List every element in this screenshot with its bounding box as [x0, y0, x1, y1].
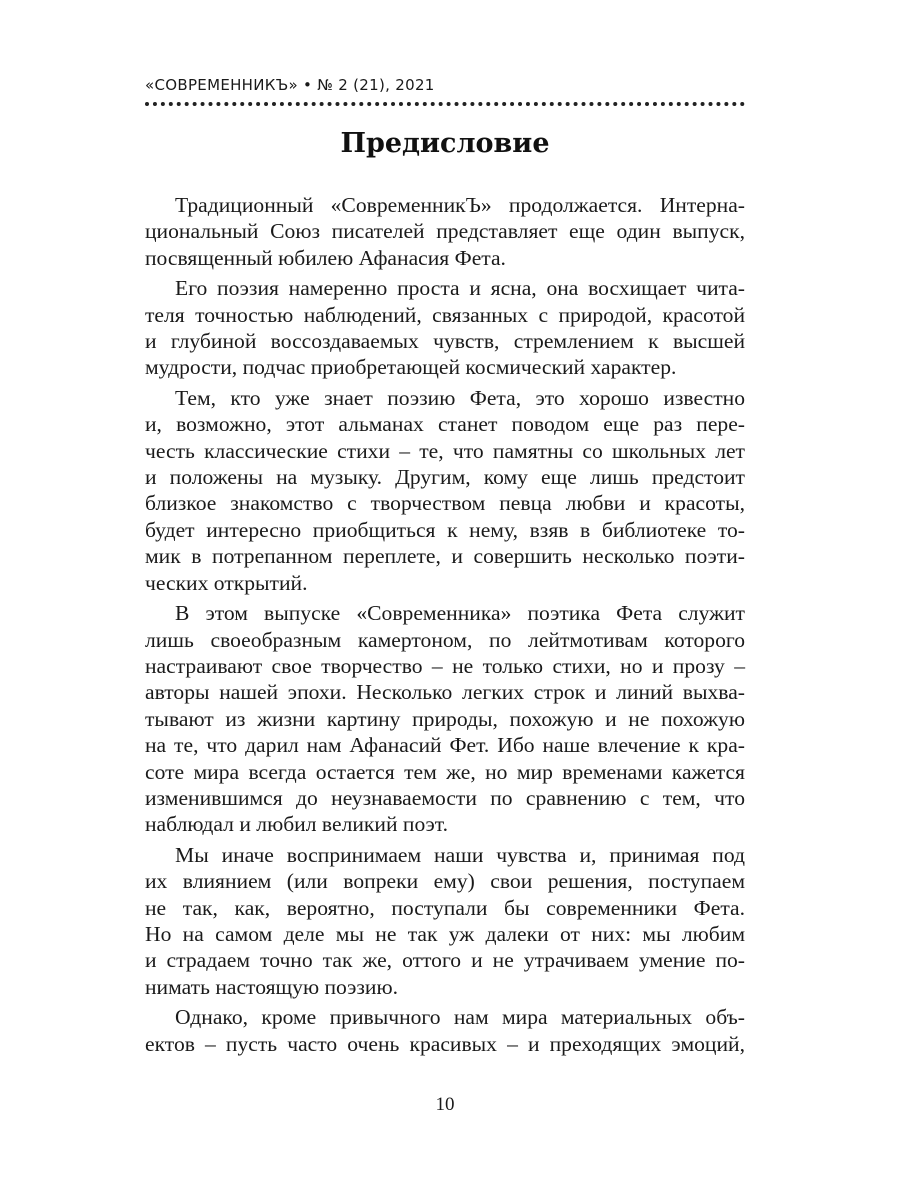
text-line: теля точностью наблюдений, связанных с природой, красотой [145, 302, 745, 327]
text-line: В этом выпуске «Современника» поэтика Фета служит [175, 601, 745, 626]
text-line: близкое знакомство с творчеством певца любви и красоты, [145, 491, 745, 516]
text-line: Тем, кто уже знает поэзию Фета, это хорошо известно [175, 385, 745, 410]
paragraph [145, 275, 745, 381]
text-line: авторы нашей эпохи. Несколько легких строк и линий выхва- [145, 680, 745, 705]
text-line: и страдаем точно так же, оттого и не утрачиваем умение по- [145, 948, 745, 973]
body-text [145, 192, 745, 1061]
text-line: Мы иначе воспринимаем наши чувства и, принимая под [175, 842, 745, 867]
text-line: тывают из жизни картину природы, похожую и не похожую [145, 706, 745, 731]
text-line: ектов – пусть часто очень красивых – и преходящих эмоций, [145, 1031, 745, 1056]
text-line: циональный Союз писателей представляет еще один выпуск, [145, 219, 745, 244]
dotted-divider [145, 102, 745, 106]
page-title: Предисловие [340, 128, 550, 159]
text-line: будет интересно приобщиться к нему, взяв в библиотеке то- [145, 517, 745, 542]
paragraph [145, 192, 745, 271]
text-line: мик в потрепанном переплете, и совершить несколько поэти- [145, 544, 745, 569]
paragraph [145, 385, 745, 596]
text-line: Традиционный «СовременникЪ» продолжается. Интерна- [175, 193, 745, 217]
text-line: на те, что дарил нам Афанасий Фет. Ибо наше влечение к кра- [145, 733, 745, 758]
text-line: изменившимся до неузнаваемости по сравнению с тем, что [145, 785, 745, 810]
text-line: и, возможно, этот альманах станет поводом еще раз пере- [145, 412, 745, 437]
text-line: и глубиной воссоздаваемых чувств, стремлением к высшей [145, 329, 745, 354]
paragraph [145, 1004, 745, 1057]
text-line: посвященный юбилею Афанасия Фета. [145, 245, 506, 270]
text-line: Его поэзия намеренно проста и ясна, она восхищает чита- [175, 276, 745, 301]
running-head: «СОВРЕМЕННИКЪ» • № 2 (21), 2021 [145, 76, 435, 94]
page-number: 10 [435, 1094, 455, 1115]
text-line: соте мира всегда остается тем же, но мир временами кажется [145, 759, 745, 784]
text-line: и положены на музыку. Другим, кому еще лишь предстоит [145, 465, 745, 490]
paragraph [145, 842, 745, 1000]
text-line: ческих открытий. [145, 570, 308, 595]
text-line: не так, как, вероятно, поступали бы современники Фета. [145, 895, 745, 920]
text-line: Однако, кроме привычного нам мира материальных объ- [175, 1005, 745, 1030]
text-line: нимать настоящую поэзию. [145, 974, 398, 999]
text-line: Но на самом деле мы не так уж далеки от них: мы любим [145, 921, 745, 946]
text-line: их влиянием (или вопреки ему) свои решения, поступаем [145, 869, 745, 894]
text-line: лишь своеобразным камертоном, по лейтмотивам которого [145, 627, 745, 652]
paragraph [145, 600, 745, 838]
text-line: честь классические стихи – те, что памятны со школьных лет [145, 438, 745, 463]
text-line: настраивают свое творчество – не только стихи, но и прозу – [145, 653, 745, 678]
text-line: мудрости, подчас приобретающей космический характер. [145, 355, 677, 380]
text-line: наблюдал и любил великий поэт. [145, 812, 448, 837]
